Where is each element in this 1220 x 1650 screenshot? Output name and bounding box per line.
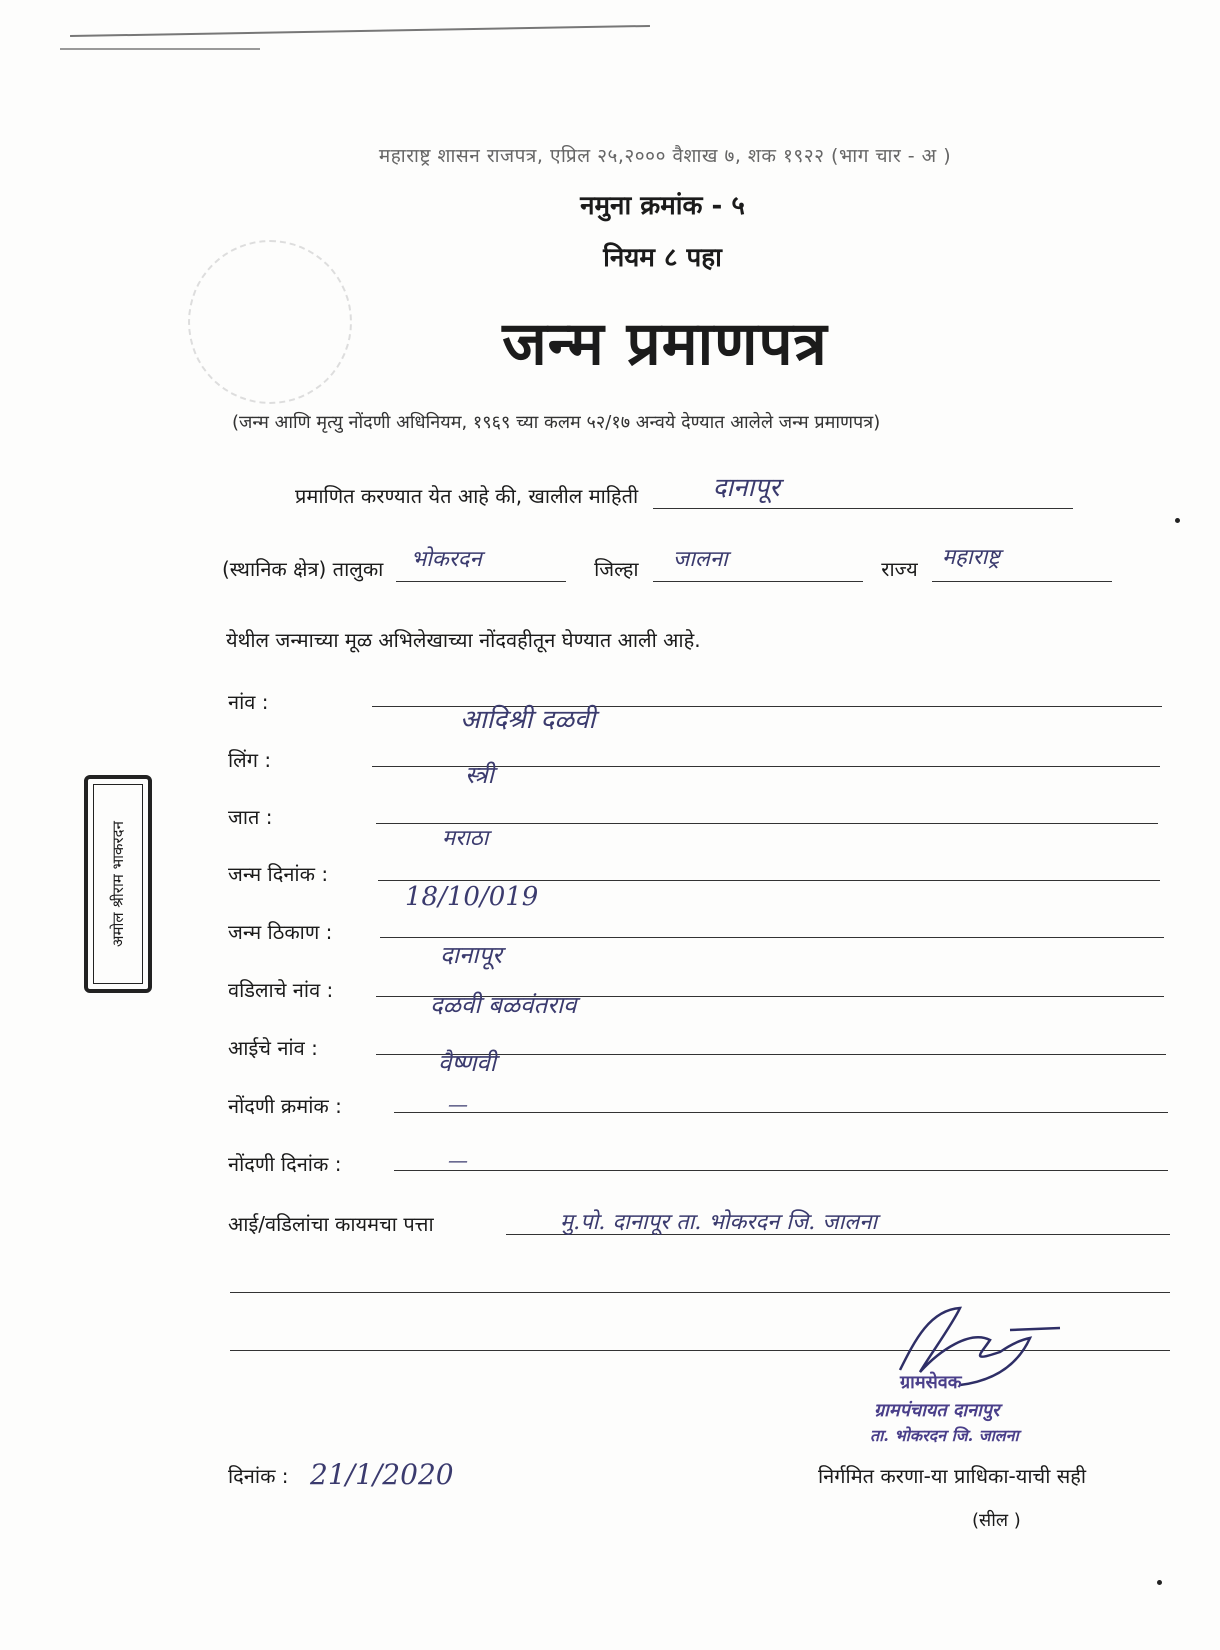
taluka-blank (396, 547, 566, 582)
reg-date-value: — (448, 1148, 468, 1172)
taluka-value: भोकरदन (410, 547, 482, 572)
gender-value: स्त्री (465, 761, 494, 789)
birthplace-label: जन्म ठिकाण : (228, 920, 333, 944)
document-subtitle: (जन्म आणि मृत्यु नोंदणी अधिनियम, १९६९ च्या कलम ५२/१७ अन्वये देण्यात आलेले जन्म प्रमाणपत्र) (232, 412, 881, 433)
certify-label: प्रमाणित करण्यात येत आहे की, खालील माहिती (295, 484, 639, 508)
state-label: राज्य (881, 557, 918, 581)
father-value: दळवी बळवंतराव (430, 991, 577, 1019)
reg-no-value: — (448, 1092, 468, 1116)
form-number: नमुना क्रमांक - ५ (580, 191, 745, 221)
local-area-line (222, 545, 1112, 582)
gazette-header: महाराष्ट्र शासन राजपत्र, एप्रिल २५,२००० वैशाख ७, शक १९२२ (भाग चार - अ ) (378, 145, 952, 167)
reg-no-label: नोंदणी क्रमांक : (228, 1094, 342, 1118)
local-area-label: (स्थानिक क्षेत्र) तालुका (222, 557, 384, 581)
mother-label: आईचे नांव : (228, 1036, 318, 1060)
dob-label: जन्म दिनांक : (228, 862, 329, 886)
dob-line (378, 880, 1160, 881)
side-stamp-border (93, 784, 143, 984)
reg-date-line (394, 1170, 1168, 1171)
issuing-authority-signature-label: निर्गमित करणा-या प्राधिका-याची सही (818, 1464, 1087, 1488)
state-blank (932, 545, 1112, 582)
caste-value: मराठा (442, 826, 489, 851)
seal-label: (सील ) (972, 1510, 1021, 1531)
name-value: आदिश्री दळवी (460, 705, 596, 735)
gender-label: लिंग : (228, 748, 272, 772)
district-blank (653, 547, 863, 582)
address-label: आई/वडिलांचा कायमचा पत्ता (228, 1212, 434, 1236)
paper-edge-line (70, 25, 650, 37)
issue-date-label: दिनांक : (228, 1464, 289, 1488)
ink-dot (1175, 518, 1180, 523)
address-value: मु.पो. दानापूर ता. भोकरदन जि. जालना (560, 1210, 878, 1235)
seal-line-2: ग्रामपंचायत दानापुर (874, 1400, 1000, 1421)
state-value: महाराष्ट्र (942, 545, 1001, 570)
address-line-2 (230, 1292, 1170, 1293)
side-stamp-text: अमोल श्रीराम भाकरदन (109, 821, 127, 947)
district-value: जालना (672, 547, 728, 572)
seal-line-1: ग्रामसेवक (900, 1372, 962, 1393)
name-label: नांव : (228, 690, 269, 714)
caste-line (376, 823, 1158, 824)
mother-value: वैष्णवी (438, 1049, 496, 1077)
certify-line (295, 473, 1073, 509)
issue-date-value: 21/1/2020 (310, 1458, 454, 1491)
paper-edge-line (60, 48, 260, 50)
signature-seal-area (860, 1300, 1090, 1450)
certify-place-blank (653, 473, 1073, 509)
certify-place-value: दानापूर (712, 473, 780, 503)
caste-label: जात : (228, 805, 273, 829)
document-title: जन्म प्रमाणपत्र (502, 309, 828, 379)
signature-icon (860, 1300, 1090, 1390)
rule-reference: नियम ८ पहा (603, 243, 722, 273)
father-label: वडिलाचे नांव : (228, 978, 334, 1002)
side-rubber-stamp (84, 775, 152, 993)
dob-value: 18/10/019 (405, 882, 539, 912)
reg-date-label: नोंदणी दिनांक : (228, 1152, 342, 1176)
birthplace-value: दानापूर (440, 941, 502, 969)
district-label: जिल्हा (594, 557, 639, 581)
seal-line-3: ता. भोकरदन जि. जालना (870, 1426, 1019, 1445)
register-statement: येथील जन्माच्या मूळ अभिलेखाच्या नोंदवहीतून घेण्यात आली आहे. (226, 628, 701, 652)
reg-no-line (394, 1112, 1168, 1113)
ink-dot (1157, 1580, 1162, 1585)
